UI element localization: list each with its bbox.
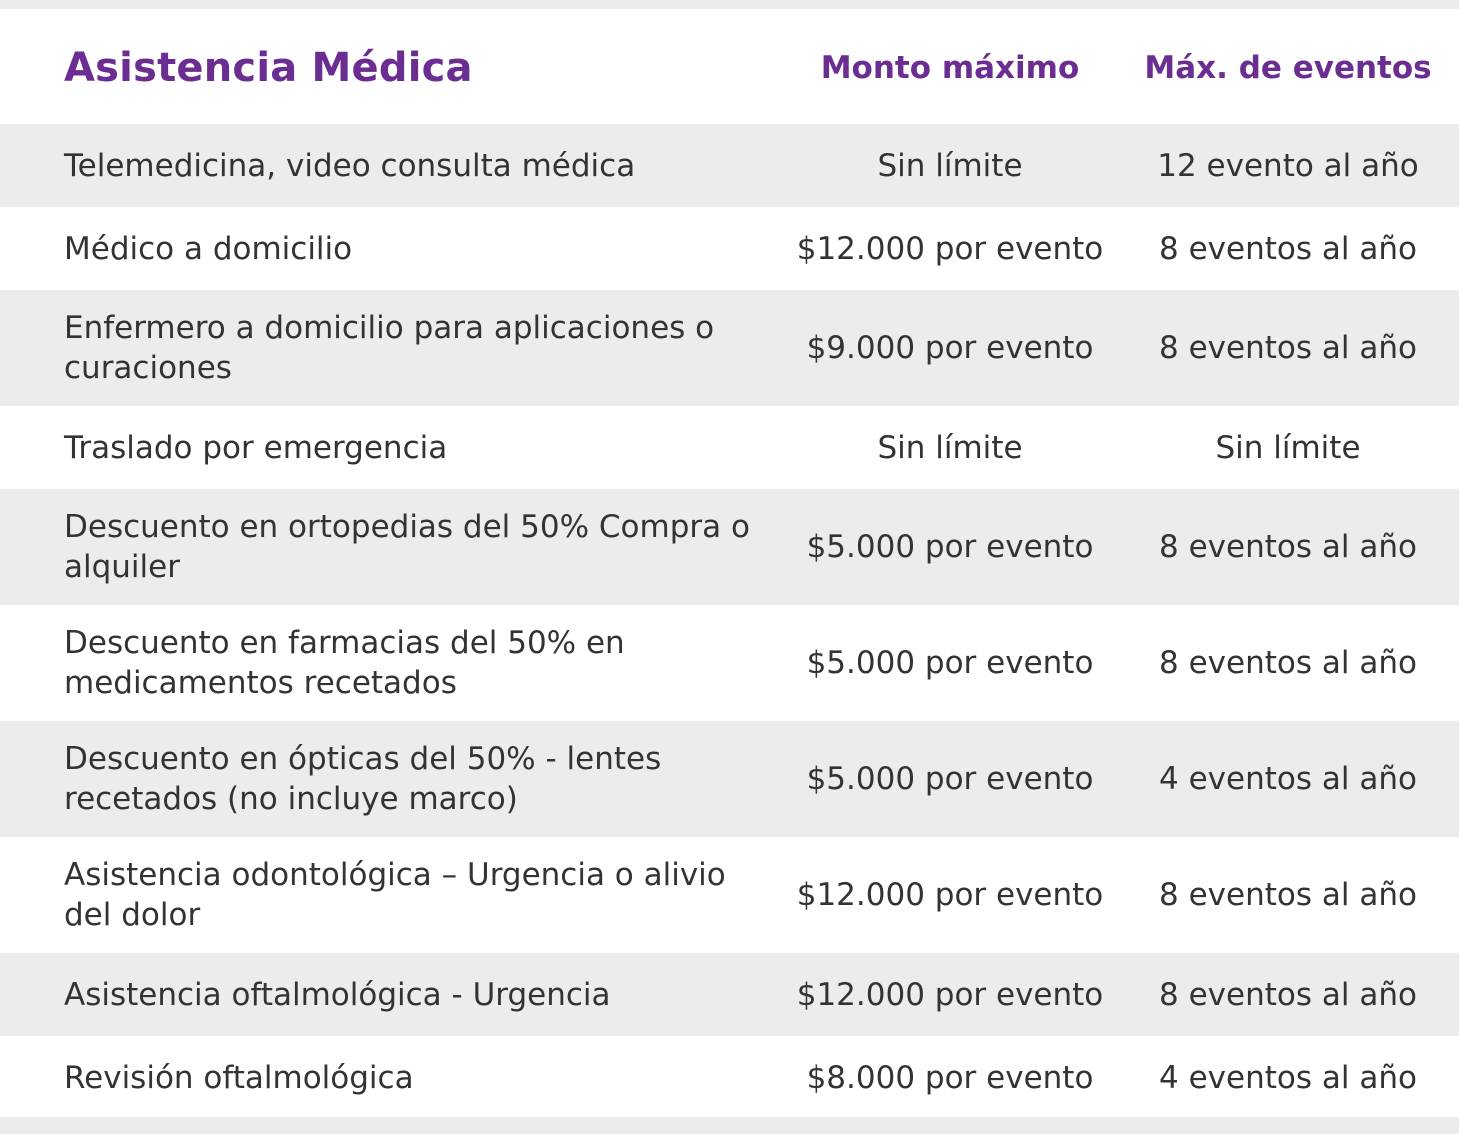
table-row xyxy=(0,1036,1459,1119)
service-name: Descuento en ópticas del 50% - lentes recetados (no incluye marco) xyxy=(64,741,662,817)
max-events: 4 eventos al año xyxy=(1159,1059,1417,1096)
service-name: Traslado por emergencia xyxy=(64,429,448,466)
max-amount: $12.000 por evento xyxy=(796,877,1104,913)
max-events: 12 evento al año xyxy=(1157,147,1419,184)
top-divider xyxy=(0,0,1459,18)
service-name: Enfermero a domicilio para aplicaciones o curaciones xyxy=(64,310,715,386)
table-row xyxy=(0,207,1459,290)
max-events: 8 eventos al año xyxy=(1159,330,1417,366)
table-row xyxy=(0,290,1459,406)
column-header-events: Máx. de eventos xyxy=(1144,50,1432,86)
max-amount: $5.000 por evento xyxy=(806,529,1094,565)
service-name: Descuento en ortopedias del 50% Compra o alquiler xyxy=(64,509,750,585)
table-row xyxy=(0,837,1459,953)
service-name: Asistencia odontológica – Urgencia o alivio del dolor xyxy=(64,857,726,933)
table-row xyxy=(0,406,1459,489)
benefits-table xyxy=(0,18,1459,1119)
max-events: 8 eventos al año xyxy=(1159,230,1417,267)
table-header xyxy=(0,18,1459,124)
max-events: 4 eventos al año xyxy=(1159,761,1417,797)
table-title: Asistencia Médica xyxy=(64,45,473,91)
max-amount: $12.000 por evento xyxy=(796,976,1104,1013)
table-row xyxy=(0,489,1459,605)
max-amount: Sin límite xyxy=(877,147,1023,184)
max-amount: $12.000 por evento xyxy=(796,230,1104,267)
service-name: Revisión oftalmológica xyxy=(64,1059,414,1096)
max-events: 8 eventos al año xyxy=(1159,976,1417,1013)
bottom-divider xyxy=(0,1117,1459,1134)
table-row xyxy=(0,605,1459,721)
max-amount: $8.000 por evento xyxy=(806,1059,1094,1096)
column-header-amount: Monto máximo xyxy=(820,50,1080,86)
table-row xyxy=(0,953,1459,1036)
table-row xyxy=(0,721,1459,837)
max-events: 8 eventos al año xyxy=(1159,529,1417,565)
table-row xyxy=(0,124,1459,207)
max-amount: $9.000 por evento xyxy=(806,330,1094,366)
service-name: Asistencia oftalmológica - Urgencia xyxy=(64,976,611,1013)
max-events: 8 eventos al año xyxy=(1159,645,1417,681)
max-amount: $5.000 por evento xyxy=(806,645,1094,681)
service-name: Telemedicina, video consulta médica xyxy=(64,147,636,184)
max-events: 8 eventos al año xyxy=(1159,877,1417,913)
max-amount: $5.000 por evento xyxy=(806,761,1094,797)
max-events: Sin límite xyxy=(1215,429,1361,466)
max-amount: Sin límite xyxy=(877,429,1023,466)
service-name: Descuento en farmacias del 50% en medicamentos recetados xyxy=(64,625,625,701)
service-name: Médico a domicilio xyxy=(64,230,353,267)
